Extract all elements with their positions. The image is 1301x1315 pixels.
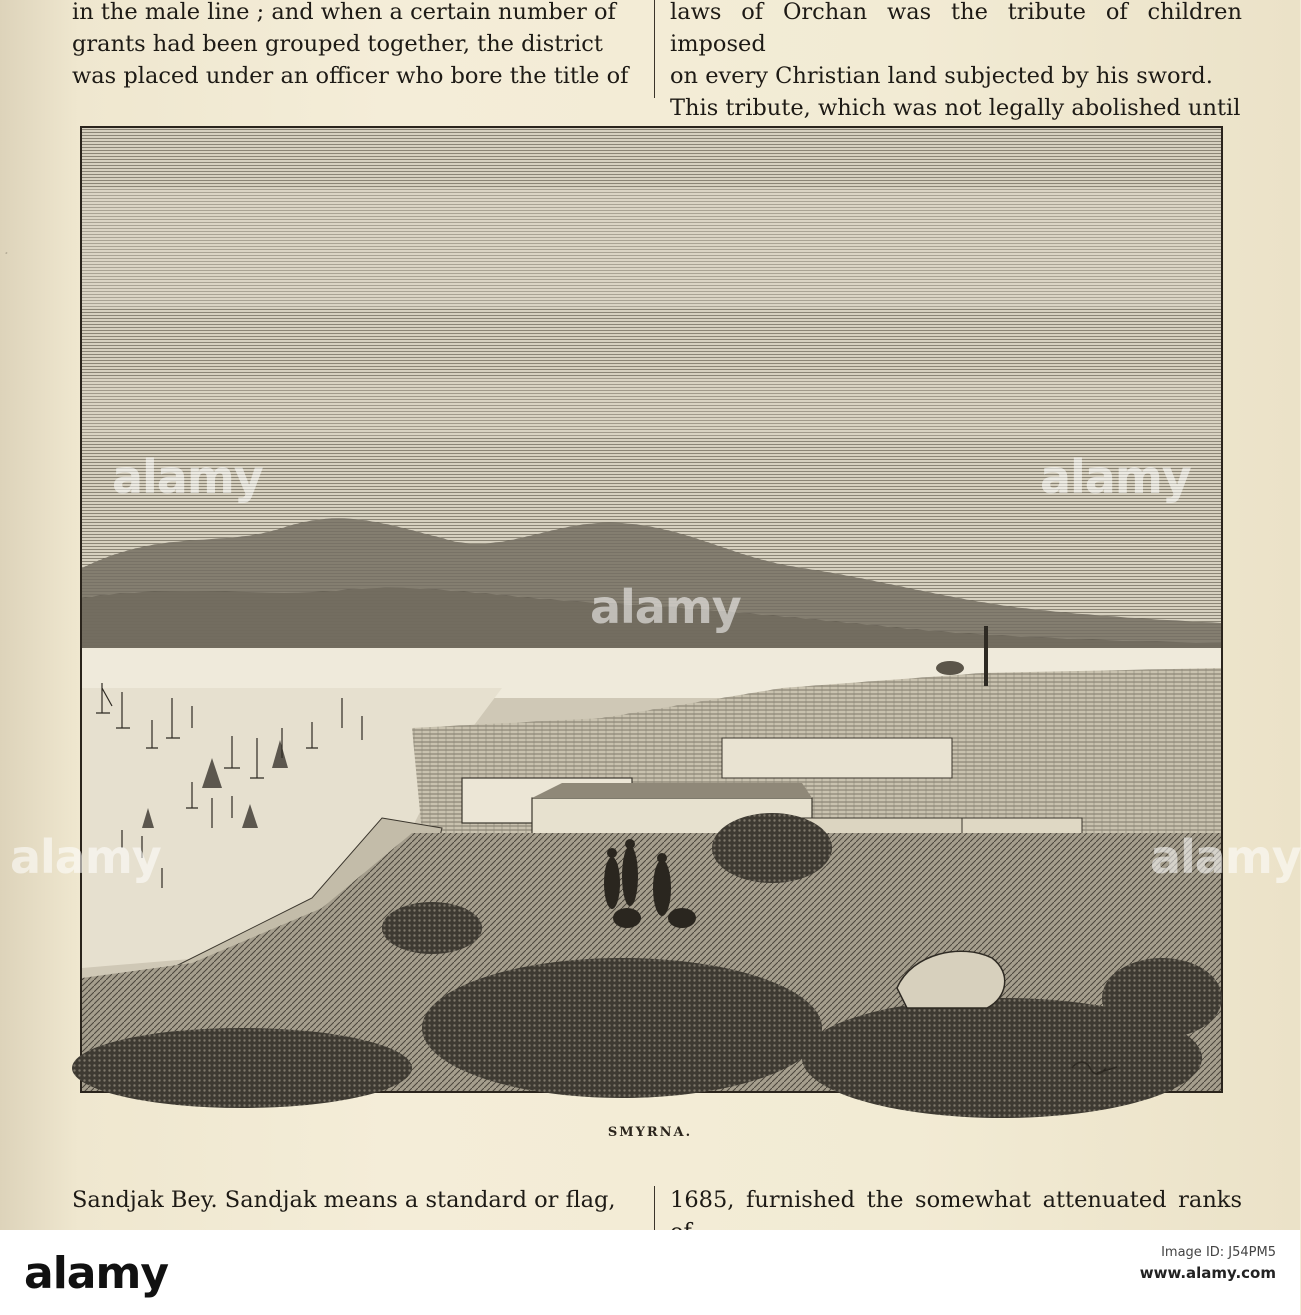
text-line: This tribute, which was not legally abolished until [670,95,1241,121]
text-line: laws of Orchan was the tribute of children imposed [670,0,1242,57]
text-line: 1685, furnished the somewhat attenuated ranks [670,1187,1242,1213]
stock-footer [0,1230,1300,1315]
left-column-top [72,0,640,92]
text-line: on every Christian land subjected by his sword. [670,63,1213,89]
watermark: alamy [10,830,161,884]
alamy-logo[interactable]: alamy [24,1248,168,1299]
bleed-through-text: . [4,240,9,258]
text-line: in the male line ; and when a certain number of [72,0,616,25]
left-column-bottom [72,1184,640,1216]
column-divider [654,0,655,98]
column-divider [654,1186,655,1230]
watermark: alamy [1040,450,1191,504]
image-info [1140,1245,1276,1282]
site-link[interactable]: www.alamy.com [1139,1264,1276,1282]
image-id: Image ID: J54PM5 [1161,1245,1276,1260]
watermark: alamy [590,580,741,634]
text-line: was placed under an officer who bore the title of [72,63,629,89]
text-line: Sandjak Bey. Sandjak means a standard or flag, [72,1187,616,1213]
illustration-caption: SMYRNA. [607,1125,693,1140]
watermark: alamy [112,450,263,504]
watermark: alamy [1150,830,1301,884]
text-line: grants had been grouped together, the district [72,31,603,57]
right-column-top [670,0,1242,124]
